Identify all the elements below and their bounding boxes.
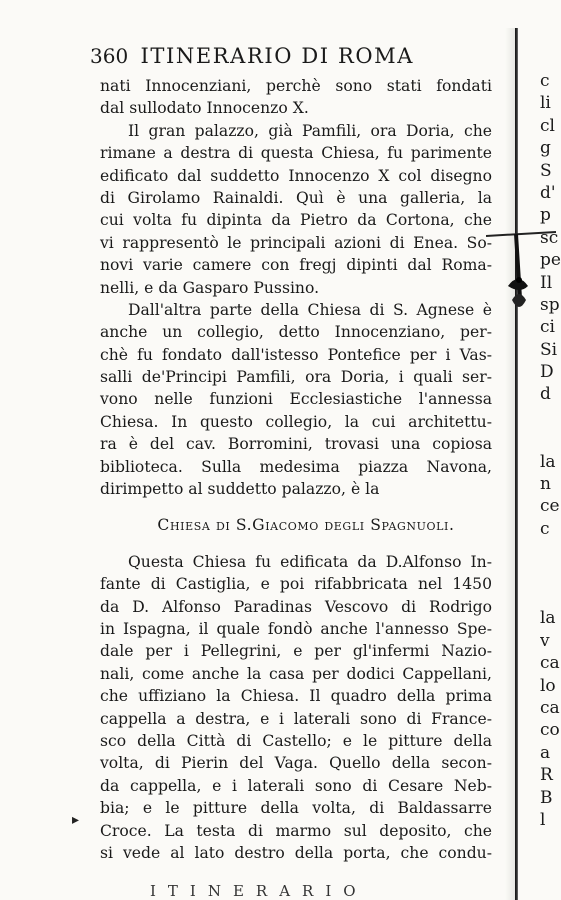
fragment: pe (540, 250, 561, 271)
fragment: c (540, 71, 550, 91)
body-line: dirimpetto al suddetto palazzo, è la (100, 480, 380, 499)
body-line: ra è del cav. Borromini, trovasi una copiosa (100, 435, 492, 454)
page-body (100, 75, 492, 864)
body-line: Dall'altra parte della Chiesa di S. Agnese è (128, 300, 492, 319)
fragment (540, 585, 561, 607)
section-line: che uffiziano la Chiesa. Il quadro della prima (100, 687, 492, 706)
fragment: d (540, 384, 551, 405)
fragment: B (540, 787, 553, 808)
fragment: n (540, 474, 551, 495)
section-line: Questa Chiesa fu edificata da D.Alfonso In- (128, 552, 492, 571)
fragment: a (540, 742, 551, 763)
fragment: D (540, 362, 554, 383)
fragment: d' (540, 182, 556, 203)
section-line: nali, come anche la casa per dodici Cappellani, (100, 664, 492, 683)
section-spacer (100, 500, 492, 514)
fragment: lo (540, 675, 556, 696)
body-line: vi rappresentò le principali azioni di Enea. So- (100, 233, 492, 252)
fragment: ce (540, 496, 560, 517)
section-line: Croce. La testa di marmo sul deposito, che (100, 821, 492, 840)
fragment: sp (540, 294, 560, 315)
section-line: si vede al lato destro della porta, che condu- (100, 843, 492, 862)
body-line: cui volta fu dipinta da Pietro da Cortona, che (100, 211, 492, 230)
gutter-shadow (505, 28, 515, 900)
fragment: la (540, 608, 556, 629)
body-line: edificato dal suddetto Innocenzo X col disegno (100, 166, 492, 185)
body-line: novi varie camere con fregj dipinti dal Roma- (100, 256, 492, 275)
fragment: ca (540, 653, 560, 674)
body-line: chè fu fondato dall'istesso Pontefice per i Vas- (100, 345, 492, 364)
body-line: dal sullodato Innocenzo X. (100, 99, 309, 118)
section-line: cappella a destra, e i laterali sono di France- (100, 709, 492, 728)
fragment (540, 563, 561, 585)
section-line: da cappella, e i laterali sono di Cesare Neb- (100, 776, 492, 795)
body-line: biblioteca. Sulla medesima piazza Navona, (100, 457, 492, 476)
fragment: cl (540, 115, 555, 136)
section-line: bia; e le pitture della volta, di Baldassarre (100, 799, 492, 818)
fragment: ci (540, 317, 555, 338)
fragment: li (540, 93, 551, 114)
running-header (90, 44, 490, 70)
section-spacer (100, 537, 492, 551)
fragment: Il (540, 272, 553, 293)
fragment (540, 540, 561, 562)
fragment: la (540, 451, 556, 472)
running-title: ITINERARIO DI ROMA (140, 44, 415, 68)
body-line: anche un collegio, detto Innocenziano, per- (100, 323, 492, 342)
body-line: Chiesa. In questo collegio, la cui architettu- (100, 412, 492, 431)
body-line: di Girolamo Rainaldi. Quì è una galleria, la (100, 188, 492, 207)
section-line: fante di Castiglia, e poi rifabbricata nel 1450 (100, 575, 492, 594)
fragment: R (540, 765, 553, 786)
body-line: nati Innocenziani, perchè sono stati fondati (100, 77, 492, 95)
fragment: l (540, 809, 546, 830)
fragment: c (540, 518, 550, 539)
fragment: co (540, 720, 560, 741)
body-line: vono nelle funzioni Ecclesiastiche l'annessa (100, 390, 492, 409)
body-line: salli de'Principi Pamfili, ora Doria, i quali ser- (100, 368, 492, 387)
fragment: p (540, 205, 551, 226)
section-line: sco della Città di Castello; e le pitture della (100, 731, 492, 750)
fragment: g (540, 138, 551, 159)
section-line: in Ispagna, il quale fondò anche l'annesso Spe- (100, 619, 492, 638)
fragment (540, 428, 561, 450)
next-page-bleed-through: ITINERARIO (150, 882, 368, 900)
section-line: volta, di Pierin del Vaga. Quello della secon- (100, 754, 492, 773)
fragment: v (540, 630, 550, 651)
fragment: sc (540, 227, 559, 248)
section-line: dale per i Pellegrini, e per gl'infermi Nazio- (100, 642, 492, 661)
fragment: Si (540, 339, 558, 360)
fragment: ca (540, 697, 560, 718)
body-line: Il gran palazzo, già Pamfili, ora Doria, che (128, 121, 492, 140)
fragment (540, 406, 561, 428)
section-title: Chiesa di S.Giacomo degli Spagnuoli. (157, 516, 455, 535)
facing-page-fragments (540, 70, 561, 831)
book-gutter (515, 28, 518, 900)
fragment: S (540, 160, 552, 181)
body-line: rimane a destra di questa Chiesa, fu parimente (100, 144, 492, 163)
section-line: da D. Alfonso Paradinas Vescovo di Rodrigo (100, 597, 492, 616)
margin-ink-mark: ▸ (72, 812, 80, 828)
body-line: nelli, e da Gasparo Pussino. (100, 278, 320, 297)
page-number: 360 (90, 44, 129, 68)
